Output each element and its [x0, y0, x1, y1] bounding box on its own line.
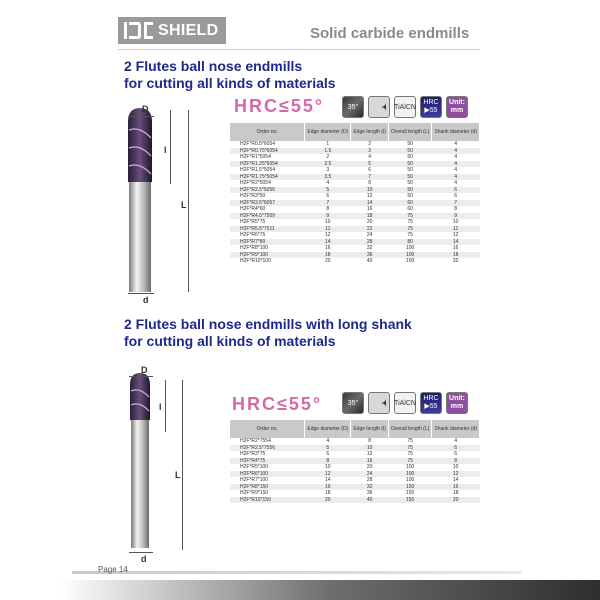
- spec-value-cell: 10: [452, 219, 459, 225]
- dim-line-l-2: [165, 380, 166, 432]
- order-number-cell: H2F*R6*75: [240, 232, 266, 238]
- page-number: Page 14: [98, 565, 128, 574]
- spec-value-cell: 4: [326, 438, 330, 444]
- spec-value-cell: 4: [432, 174, 480, 181]
- spec-value-cell: 18: [305, 252, 351, 259]
- spec-value-cell: 8: [432, 458, 480, 465]
- spec-table-2: [230, 420, 480, 503]
- spec-value-cell: 16: [452, 245, 459, 251]
- order-number-cell: H2F*R5*100: [240, 464, 269, 470]
- spec-value-cell: 50: [407, 193, 413, 199]
- spec-value-cell: 11: [305, 226, 351, 233]
- spec-value-cell: 10: [325, 219, 331, 225]
- spec-value-cell: 75: [407, 451, 413, 457]
- spec-value-cell: 36: [366, 490, 373, 496]
- dim-line-L-1: [188, 110, 189, 292]
- order-number-cell: H2F*R7*100: [240, 477, 269, 483]
- spec-value-cell: 6: [326, 451, 330, 457]
- spec-value-cell: 75: [388, 458, 431, 465]
- order-number-cell: H2F*R8*100: [240, 245, 269, 251]
- table-header-row: [230, 420, 480, 438]
- endmill-drawing-2: [120, 365, 220, 565]
- table-row: [230, 258, 480, 265]
- order-number-cell: H2F*R5.5*7511: [230, 226, 305, 233]
- dim-label-d-1: d: [143, 295, 149, 305]
- coating-icon: TiAlCN: [394, 392, 416, 414]
- dim-line-L-2: [182, 380, 183, 550]
- dim-label-d-2: d: [141, 554, 147, 564]
- column-header: Edge diameter (D): [305, 123, 351, 141]
- spec-value-cell: 20: [366, 219, 373, 225]
- dim-label-L-1: L: [181, 200, 187, 210]
- spec-value-cell: 11: [432, 226, 480, 233]
- footer-divider: [72, 571, 522, 574]
- ball-nose-icon: [368, 96, 390, 118]
- column-header: Order no.: [230, 123, 305, 141]
- spec-value-cell: 60: [407, 206, 413, 212]
- spec-value-cell: 8: [454, 206, 458, 212]
- spec-value-cell: 5: [305, 187, 351, 194]
- column-header: Edge diameter (D): [305, 420, 351, 438]
- spec-value-cell: 14: [432, 239, 480, 246]
- table-row: [230, 497, 480, 504]
- spec-value-cell: 12: [452, 232, 459, 238]
- spec-value-cell: 50: [388, 161, 431, 168]
- spec-value-cell: 6: [454, 193, 458, 199]
- coating-icon: TiAlCN: [394, 96, 416, 118]
- dim-line-D-2: [129, 376, 153, 377]
- spec-value-cell: 6: [432, 187, 480, 194]
- order-number-cell: H2F*R6*100: [230, 471, 305, 478]
- helix-angle-icon: 35°: [342, 96, 364, 118]
- logo-mark-icon: [118, 17, 156, 44]
- spec-value-cell: 3: [351, 148, 389, 155]
- spec-value-cell: 50: [388, 174, 431, 181]
- spec-value-cell: 16: [325, 245, 331, 251]
- unit-badge-top: Unit:: [449, 99, 465, 106]
- order-number-cell: H2F*R2.5*7556: [230, 445, 305, 452]
- unit-badge-icon: [446, 96, 468, 118]
- spec-value-cell: 9: [432, 213, 480, 220]
- spec-value-cell: 100: [405, 464, 415, 470]
- spec-value-cell: 18: [351, 213, 389, 220]
- spec-value-cell: 24: [366, 232, 373, 238]
- spec-value-cell: 22: [351, 226, 389, 233]
- spec-value-cell: 9: [305, 213, 351, 220]
- section2-heading-line2: for cutting all kinds of materials: [124, 333, 336, 349]
- spec-value-cell: 40: [366, 258, 373, 264]
- spec-value-cell: 75: [388, 213, 431, 220]
- section1-heading-line1: 2 Flutes ball nose endmills: [124, 58, 303, 74]
- hrc-badge-bottom: ▶55: [424, 107, 438, 114]
- unit-badge-bottom: mm: [450, 107, 464, 114]
- spec-value-cell: 7: [351, 174, 389, 181]
- section2-heading-line1: 2 Flutes ball nose endmills with long shank: [124, 316, 412, 332]
- endmill-illustration-2: [120, 365, 220, 565]
- dim-line-l-1: [170, 110, 171, 184]
- spec-value-cell: 100: [405, 477, 415, 483]
- spec-value-cell: 75: [407, 219, 413, 225]
- column-header: Order no.: [230, 420, 305, 438]
- spec-value-cell: 50: [407, 154, 413, 160]
- dim-label-D-1: D: [142, 104, 149, 114]
- spec-value-cell: 150: [388, 484, 431, 491]
- order-number-cell: H2F*R10*100: [240, 258, 271, 264]
- spec-value-cell: 20: [325, 258, 331, 264]
- column-header: Edge length (l): [351, 123, 389, 141]
- order-number-cell: H2F*R2.5*5056: [230, 187, 305, 194]
- spec-value-cell: 36: [351, 252, 389, 259]
- spec-value-cell: 4: [454, 141, 458, 147]
- spec-value-cell: 18: [452, 490, 459, 496]
- order-number-cell: H2F*R4.5*7509: [230, 213, 305, 220]
- spec-value-cell: 75: [407, 232, 413, 238]
- spec-value-cell: 14: [305, 239, 351, 246]
- order-number-cell: H2F*R1*5054: [240, 154, 271, 160]
- spec-icons-1: [342, 96, 468, 118]
- spec-value-cell: 10: [351, 445, 389, 452]
- spec-value-cell: 150: [405, 490, 415, 496]
- helix-angle-icon: 35°: [342, 392, 364, 414]
- spec-value-cell: 1.5: [305, 148, 351, 155]
- spec-value-cell: 75: [407, 438, 413, 444]
- spec-table-1: [230, 123, 480, 265]
- spec-value-cell: 10: [325, 464, 331, 470]
- spec-value-cell: 100: [388, 252, 431, 259]
- table-header-row: [230, 123, 480, 141]
- spec-value-cell: 3: [326, 167, 330, 173]
- dim-line-D-1: [128, 116, 154, 117]
- spec-value-cell: 12: [366, 451, 373, 457]
- order-number-cell: H2F*R3.5*6057: [230, 200, 305, 207]
- order-number-cell: H2F*R7*80: [230, 239, 305, 246]
- spec-value-cell: 75: [388, 226, 431, 233]
- column-header: Overall length (L): [388, 123, 431, 141]
- spec-value-cell: 18: [432, 252, 480, 259]
- dim-label-l-2: l: [159, 402, 162, 412]
- spec-value-cell: 6: [432, 445, 480, 452]
- column-header: Overall length (L): [388, 420, 431, 438]
- unit-badge-bottom: mm: [450, 403, 464, 410]
- spec-value-cell: 50: [388, 148, 431, 155]
- spec-value-cell: 24: [351, 471, 389, 478]
- order-number-cell: H2F*R8*150: [230, 484, 305, 491]
- order-number-cell: H2F*R2*7554: [240, 438, 271, 444]
- section1-heading-line2: for cutting all kinds of materials: [124, 75, 336, 91]
- spec-value-cell: 100: [405, 245, 415, 251]
- spec-value-cell: 18: [325, 490, 331, 496]
- spec-value-cell: 50: [407, 141, 413, 147]
- column-header: Edge length (l): [351, 420, 389, 438]
- order-number-cell: H2F*R4*75: [230, 458, 305, 465]
- spec-value-cell: 7: [305, 200, 351, 207]
- spec-value-cell: 4: [454, 438, 458, 444]
- brand-logo: [118, 17, 226, 44]
- spec-value-cell: 2: [368, 141, 371, 147]
- spec-value-cell: 20: [452, 258, 459, 264]
- spec-value-cell: 100: [405, 258, 415, 264]
- spec-icons-2: [342, 392, 468, 414]
- spec-value-cell: 12: [366, 193, 373, 199]
- spec-value-cell: 40: [351, 497, 389, 504]
- spec-value-cell: 32: [351, 484, 389, 491]
- spec-value-cell: 5: [305, 445, 351, 452]
- spec-value-cell: 16: [305, 484, 351, 491]
- spec-value-cell: 12: [325, 232, 331, 238]
- column-header: Shank diameter (d): [432, 123, 480, 141]
- order-number-cell: H2F*R9*100: [230, 252, 305, 259]
- spec-value-cell: 28: [366, 477, 373, 483]
- spec-value-cell: 20: [366, 464, 373, 470]
- order-number-cell: H2F*R3*50: [240, 193, 266, 199]
- order-number-cell: H2F*R0.5*6054: [240, 141, 276, 147]
- spec-value-cell: 20: [432, 497, 480, 504]
- spec-value-cell: 4: [454, 180, 458, 186]
- spec-value-cell: 80: [388, 239, 431, 246]
- spec-value-cell: 60: [388, 200, 431, 207]
- spec-value-cell: 6: [326, 193, 330, 199]
- unit-badge-top: Unit:: [449, 395, 465, 402]
- spec-value-cell: 8: [326, 206, 330, 212]
- spec-value-cell: 10: [351, 187, 389, 194]
- spec-value-cell: 4: [454, 154, 458, 160]
- spec-value-cell: 3.5: [305, 174, 351, 181]
- dim-line-d-1: [128, 293, 154, 294]
- order-number-cell: H2F*R10*150: [230, 497, 305, 504]
- spec-value-cell: 4: [454, 167, 458, 173]
- dim-label-L-2: L: [175, 470, 181, 480]
- spec-value-cell: 14: [452, 477, 459, 483]
- section1-heading: [124, 58, 336, 92]
- footer-bar: [0, 580, 600, 600]
- spec-value-cell: 50: [388, 187, 431, 194]
- ball-nose-icon: [368, 392, 390, 414]
- hrc-badge-icon: [420, 96, 442, 118]
- spec-value-cell: 16: [432, 484, 480, 491]
- hrc-rating-2: HRC≤55°: [232, 394, 323, 414]
- spec-value-cell: 6: [454, 451, 458, 457]
- order-number-cell: H2F*R0.75*6054: [230, 148, 305, 155]
- hrc-rating-1: HRC≤55°: [234, 96, 325, 116]
- order-number-cell: H2F*R4*60: [240, 206, 266, 212]
- order-number-cell: H2F*R1.25*5054: [230, 161, 305, 168]
- order-number-cell: H2F*R1.5*5054: [240, 167, 276, 173]
- spec-value-cell: 14: [351, 200, 389, 207]
- order-number-cell: H2F*R9*150: [240, 490, 269, 496]
- spec-value-cell: 4: [368, 154, 371, 160]
- spec-value-cell: 6: [368, 167, 371, 173]
- spec-value-cell: 4: [432, 148, 480, 155]
- order-number-cell: H2F*R3*75: [240, 451, 266, 457]
- spec-value-cell: 8: [368, 180, 371, 186]
- spec-value-cell: 2.5: [305, 161, 351, 168]
- order-number-cell: H2F*R5*75: [240, 219, 266, 225]
- spec-value-cell: 28: [351, 239, 389, 246]
- hrc-badge-bottom: ▶55: [424, 403, 438, 410]
- spec-value-cell: 4: [326, 180, 330, 186]
- spec-value-cell: 50: [407, 167, 413, 173]
- spec-value-cell: 12: [432, 471, 480, 478]
- spec-value-cell: 16: [351, 458, 389, 465]
- spec-value-cell: 8: [305, 458, 351, 465]
- spec-value-cell: 32: [366, 245, 373, 251]
- column-header: Shank diameter (d): [432, 420, 480, 438]
- spec-value-cell: 16: [366, 206, 373, 212]
- hrc-badge-icon: [420, 392, 442, 414]
- spec-value-cell: 10: [452, 464, 459, 470]
- order-number-cell: H2F*R1.75*5054: [230, 174, 305, 181]
- dim-label-l-1: l: [164, 145, 167, 155]
- spec-value-cell: 4: [432, 161, 480, 168]
- header-divider: [118, 49, 480, 50]
- spec-value-cell: 12: [305, 471, 351, 478]
- dim-line-d-2: [129, 552, 153, 553]
- hrc-badge-top: HRC: [423, 395, 439, 402]
- brand-name: SHIELD: [158, 21, 219, 39]
- dim-label-D-2: D: [141, 365, 148, 375]
- spec-value-cell: 150: [388, 497, 431, 504]
- hrc-badge-top: HRC: [423, 99, 439, 106]
- spec-value-cell: 5: [351, 161, 389, 168]
- spec-value-cell: 50: [407, 180, 413, 186]
- spec-value-cell: 100: [388, 471, 431, 478]
- spec-value-cell: 20: [305, 497, 351, 504]
- section2-heading: [124, 316, 412, 350]
- spec-value-cell: 7: [432, 200, 480, 207]
- spec-value-cell: 14: [325, 477, 331, 483]
- spec-value-cell: 75: [388, 445, 431, 452]
- spec-value-cell: 2: [326, 154, 330, 160]
- order-number-cell: H2F*R2*5054: [240, 180, 271, 186]
- unit-badge-icon: [446, 392, 468, 414]
- spec-value-cell: 1: [326, 141, 330, 147]
- spec-value-cell: 8: [368, 438, 371, 444]
- page-title: Solid carbide endmills: [310, 25, 470, 42]
